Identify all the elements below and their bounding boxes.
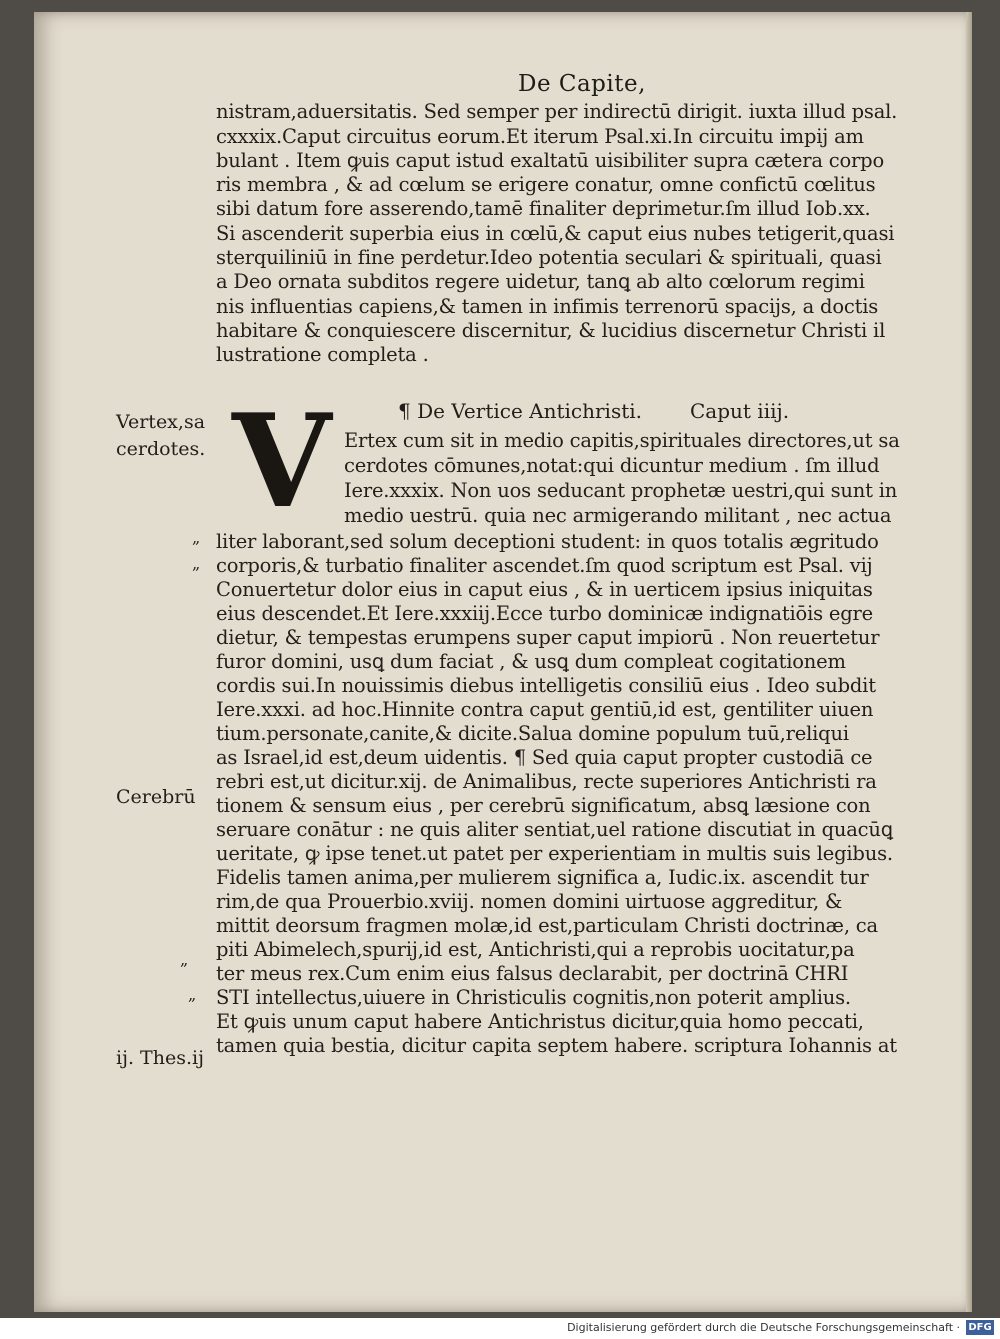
text-line: medio uestrū. quia nec armigerando militant , nec actua xyxy=(344,504,892,527)
margin-note-cerebrum: Cerebrū xyxy=(116,786,196,808)
chapter-title: ¶ De Vertice Antichristi. xyxy=(398,399,642,423)
footer-bar xyxy=(0,1318,1000,1339)
text-line: bulant . Item ꝙuis caput istud exaltatū uisibiliter supra cætera corpo xyxy=(216,149,885,172)
text-line: as Israel,id est,deum uidentis. ¶ Sed quia caput propter custodiā ce xyxy=(216,746,873,769)
quotation-mark: „ xyxy=(180,950,189,969)
chapter-number: Caput iiij. xyxy=(690,399,790,423)
dfg-logo: DFG xyxy=(966,1320,994,1335)
text-line: nis influentias capiens,& tamen in infimis terrenorū spacijs, a doctis xyxy=(216,295,879,318)
text-line: piti Abimelech,spurij,id est, Antichristi,qui a reprobis uocitatur,pa xyxy=(216,938,855,961)
quotation-mark: „ xyxy=(188,985,197,1004)
text-line: ter meus rex.Cum enim eius falsus declarabit, per doctrinā CHRI xyxy=(216,962,849,985)
text-line: cxxxix.Caput circuitus eorum.Et iterum Psal.xi.In circuitu impij am xyxy=(216,125,864,148)
text-line: liter laborant,sed solum deceptioni student: in quos totalis ægritudo xyxy=(216,530,879,553)
margin-note-vertex-2: cerdotes. xyxy=(116,438,206,460)
text-line: mittit deorsum fragmen molæ,id est,particulam Christi doctrinæ, ca xyxy=(216,914,878,937)
text-line: cerdotes cōmunes,notat:qui dicuntur medium . ſm illud xyxy=(344,454,880,477)
margin-note-thess: ij. Thes.ij xyxy=(116,1047,204,1069)
margin-note-vertex-1: Vertex,sa xyxy=(116,411,206,433)
text-line: tium.personate,canite,& dicite.Salua domine populum tuū,reliqui xyxy=(216,722,849,745)
text-line: Et ꝙuis unum caput habere Antichristus dicitur,quia homo peccati, xyxy=(216,1010,864,1033)
text-line: ueritate, ꝙ ipse tenet.ut patet per experientiam in multis suis legibus. xyxy=(216,842,893,865)
text-line: Ertex cum sit in medio capitis,spirituales directores,ut sa xyxy=(344,429,900,452)
quotation-mark: „ xyxy=(192,528,201,547)
text-line: rim,de qua Prouerbio.xviij. nomen domini uirtuose aggreditur, & xyxy=(216,890,843,913)
text-line: nistram,aduersitatis. Sed semper per indirectū dirigit. iuxta illud psal. xyxy=(216,100,898,123)
page-edge xyxy=(966,12,972,1312)
text-line: sterquiliniū in fine perdetur.Ideo potentia seculari & spirituali, quasi xyxy=(216,246,882,269)
text-line: Conuertetur dolor eius in caput eius , & in uerticem ipsius iniquitas xyxy=(216,578,873,601)
text-line: Iere.xxxi. ad hoc.Hinnite contra caput gentiū,id est, gentiliter uiuen xyxy=(216,698,874,721)
text-line: rebri est,ut dicitur.xij. de Animalibus, recte superiores Antichristi ra xyxy=(216,770,877,793)
text-line: corporis,& turbatio finaliter ascendet.ſm quod scriptum est Psal. vij xyxy=(216,554,873,577)
text-line: furor domini, usꝗ dum faciat , & usꝗ dum compleat cogitationem xyxy=(216,650,846,673)
text-line: cordis sui.In nouissimis diebus intelligetis consiliū eius . Ideo subdit xyxy=(216,674,876,697)
text-line: habitare & conquiescere discernitur, & lucidius discernetur Christi il xyxy=(216,319,886,342)
footer-credit: Digitalisierung gefördert durch die Deutsche Forschungsgemeinschaft · xyxy=(567,1321,960,1334)
decorated-initial: V xyxy=(232,387,332,537)
text-line: STI intellectus,uiuere in Christiculis cognitis,non poterit amplius. xyxy=(216,986,851,1009)
text-line: Iere.xxxix. Non uos seducant prophetæ uestri,qui sunt in xyxy=(344,479,898,502)
text-line: ris membra , & ad cœlum se erigere conatur, omne confictū cœlitus xyxy=(216,173,876,196)
text-line: tamen quia bestia, dicitur capita septem habere. scriptura Iohannis at xyxy=(216,1034,897,1057)
text-line: sibi datum fore asserendo,tamē finaliter deprimetur.ſm illud Iob.xx. xyxy=(216,197,871,220)
quotation-mark: „ xyxy=(192,554,201,573)
text-line: Si ascenderit superbia eius in cœlū,& caput eius nubes tetigerit,quasi xyxy=(216,222,895,245)
text-line: a Deo ornata subditos regere uidetur, tanꝗ ab alto cœlorum regimi xyxy=(216,270,865,293)
text-line: tionem & sensum eius , per cerebrū significatum, absꝗ læsione con xyxy=(216,794,871,817)
chapter-heading xyxy=(398,399,789,423)
text-line: dietur, & tempestas erumpens super caput impiorū . Non reuertetur xyxy=(216,626,880,649)
text-line: lustratione completa . xyxy=(216,343,429,366)
text-line: eius descendet.Et Iere.xxxiij.Ecce turbo dominicæ indignatiōis egre xyxy=(216,602,873,625)
text-line: seruare conātur : ne quis aliter sentiat,uel ratione discutiat in quacūꝗ xyxy=(216,818,893,841)
running-head: De Capite, xyxy=(518,71,646,97)
text-line: Fidelis tamen anima,per mulierem significa a, Iudic.ix. ascendit tur xyxy=(216,866,869,889)
